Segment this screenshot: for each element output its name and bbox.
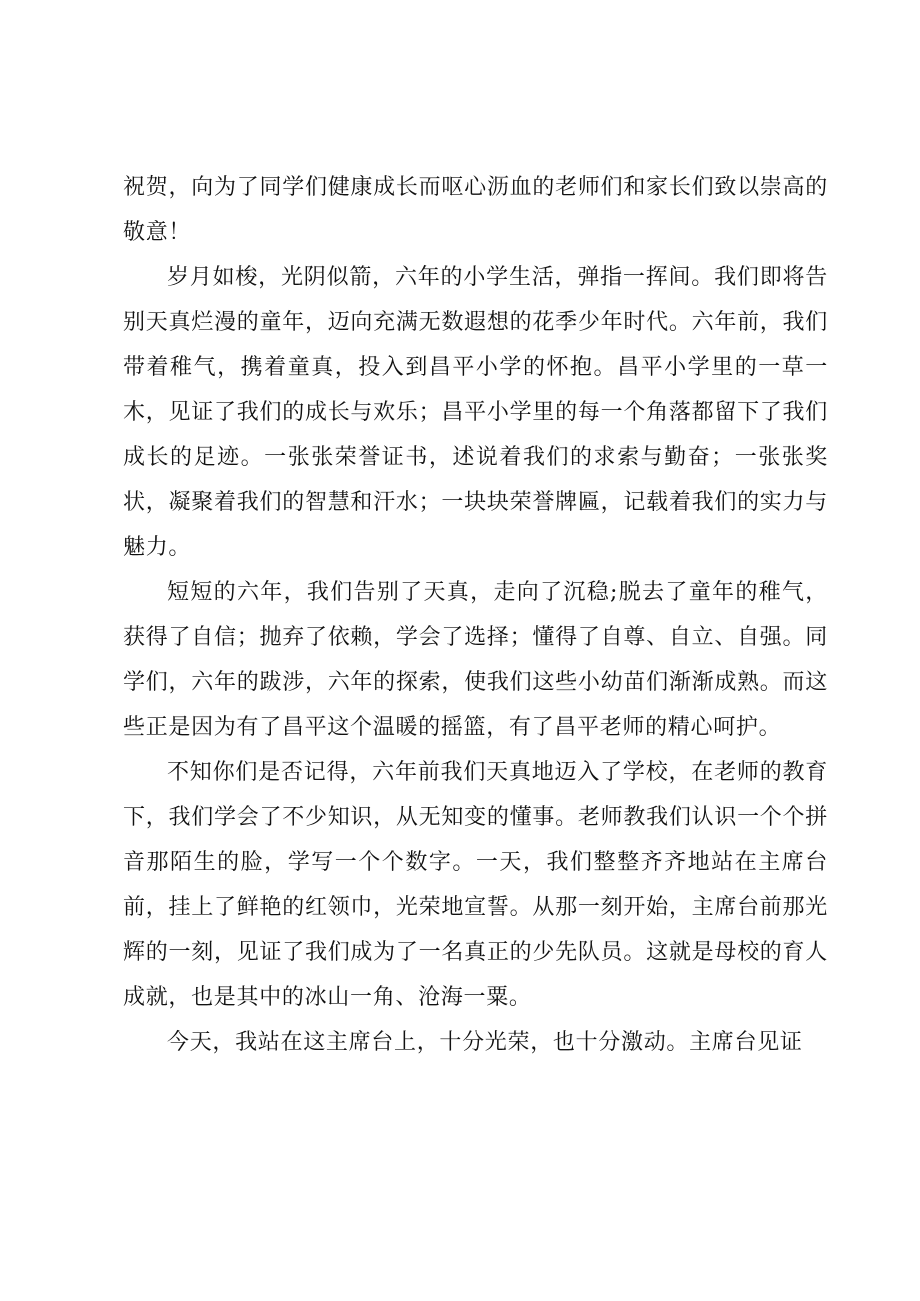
paragraph-5: 今天，我站在这主席台上，十分光荣，也十分激动。主席台见证 [167,1030,803,1055]
paragraph-1: 祝贺，向为了同学们健康成长而呕心沥血的老师们和家长们致以崇高的敬意！ [123,175,828,245]
document-body [123,165,828,1065]
paragraph-2: 岁月如梭，光阴似箭，六年的小学生活，弹指一挥间。我们即将告别天真烂漫的童年，迈向充满无数遐想的花季少年时代。六年前，我们带着稚气，携着童真，投入到昌平小学的怀抱。昌平小学里的一草一木，见证了我们的成长与欢乐；昌平小学里的每一个角落都留下了我们成长的足迹。一张张荣誉证书，述说着我们的求索与勤奋；一张张奖状，凝聚着我们的智慧和汗水；一块块荣誉牌匾，记载着我们的实力与魅力。 [123,265,828,560]
paragraph-4: 不知你们是否记得，六年前我们天真地迈入了学校，在老师的教育下，我们学会了不少知识，从无知变的懂事。老师教我们认识一个个拼音那陌生的脸，学写一个个数字。一天，我们整整齐齐地站在主席台前，挂上了鲜艳的红领巾，光荣地宣誓。从那一刻开始，主席台前那光辉的一刻，见证了我们成为了一名真正的少先队员。这就是母校的育人成就，也是其中的冰山一角、沧海一粟。 [123,760,828,1010]
paragraph-3: 短短的六年，我们告别了天真，走向了沉稳;脱去了童年的稚气，获得了自信；抛弃了依赖，学会了选择；懂得了自尊、自立、自强。同学们，六年的跋涉，六年的探索，使我们这些小幼苗们渐渐成熟。而这些正是因为有了昌平这个温暖的摇篮，有了昌平老师的精心呵护。 [123,580,828,740]
